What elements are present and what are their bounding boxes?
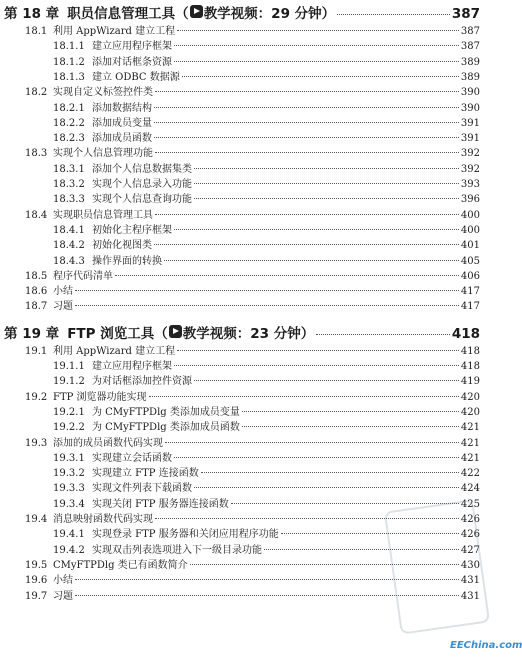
toc-section — [0, 388, 484, 403]
section-page: 417 — [460, 301, 480, 313]
section-title: 利用 AppWizard 建立工程 — [53, 26, 176, 37]
watermark-logo: EEChina.com — [450, 640, 522, 651]
section-number: 18.6 — [25, 286, 48, 298]
subsection-number: 18.3.2 — [53, 179, 85, 190]
subsection-title: 为 CMyFTPDlg 类添加成员函数 — [92, 422, 240, 434]
toc-subsection — [0, 403, 484, 418]
subsection-number: 19.2.2 — [53, 422, 85, 434]
section-number: 19.7 — [25, 590, 48, 602]
dot-leader — [177, 350, 459, 351]
section-number: 19.3 — [25, 437, 48, 449]
subsection-page: 391 — [460, 117, 480, 129]
dot-leader — [164, 260, 459, 261]
subsection-number: 19.3.2 — [53, 468, 85, 480]
dot-leader — [75, 290, 459, 291]
toc-subsection — [0, 37, 484, 52]
subsection-number: 19.4.1 — [53, 529, 85, 541]
toc-subsection — [0, 418, 484, 433]
subsection-title: 添加成员变量 — [92, 117, 152, 129]
dot-leader — [155, 214, 459, 215]
subsection-title: 实现双击列表选项进入下一级目录功能 — [92, 544, 262, 556]
section-page: 390 — [460, 87, 480, 99]
dot-leader — [242, 411, 459, 412]
video-icon — [169, 325, 182, 338]
subsection-title: 添加对话框条资源 — [92, 56, 172, 68]
section-page: 417 — [460, 286, 480, 298]
toc-subsection — [0, 68, 484, 83]
subsection-page: 421 — [460, 422, 480, 434]
subsection-page: 393 — [460, 179, 480, 190]
subsection-page: 420 — [460, 406, 480, 418]
toc-subsection — [0, 357, 484, 372]
subsection-title: 操作界面的转换 — [92, 255, 162, 267]
toc-section — [0, 206, 484, 221]
section-number: 19.2 — [25, 391, 48, 403]
subsection-page: 400 — [460, 224, 480, 236]
dot-leader — [75, 305, 459, 306]
chapter-heading — [0, 322, 484, 342]
chapter-heading — [0, 2, 484, 22]
dot-leader — [149, 396, 459, 397]
dot-leader — [194, 487, 459, 488]
subsection-page: 418 — [460, 361, 480, 372]
toc-section — [0, 267, 484, 282]
section-title: 实现职员信息管理工具 — [53, 209, 153, 221]
dot-leader — [242, 426, 459, 427]
section-number: 18.5 — [25, 270, 48, 282]
dot-leader — [194, 168, 459, 169]
subsection-number: 18.2.1 — [53, 102, 85, 114]
chapter-page: 387 — [451, 6, 480, 22]
section-title: FTP 浏览器功能实现 — [53, 391, 147, 403]
subsection-title: 为 CMyFTPDlg 类添加成员变量 — [92, 406, 240, 418]
subsection-number: 18.4.1 — [53, 224, 85, 236]
section-title: 实现个人信息管理功能 — [53, 148, 153, 160]
dot-leader — [231, 503, 459, 504]
dot-leader — [194, 198, 459, 199]
subsection-page: 389 — [460, 71, 480, 83]
toc-subsection — [0, 129, 484, 144]
chapter-page: 418 — [451, 325, 480, 342]
subsection-page: 391 — [460, 133, 480, 145]
dot-leader — [194, 380, 459, 381]
subsection-title: 实现个人信息录入功能 — [92, 179, 192, 190]
section-number: 18.2 — [25, 87, 48, 99]
toc-subsection — [0, 221, 484, 236]
dot-leader — [174, 229, 459, 230]
subsection-page: 422 — [460, 468, 480, 480]
section-page: 431 — [460, 575, 480, 587]
dot-leader — [182, 76, 459, 77]
subsection-page: 401 — [460, 240, 480, 252]
section-number: 19.1 — [25, 345, 48, 357]
subsection-number: 18.4.2 — [53, 240, 85, 252]
subsection-title: 实现个人信息查询功能 — [92, 194, 192, 206]
subsection-number: 19.1.1 — [53, 361, 85, 372]
subsection-page: 389 — [460, 56, 480, 68]
watermark-stamp — [384, 499, 490, 634]
dot-leader — [201, 472, 459, 473]
toc-subsection — [0, 114, 484, 129]
chapter-label: 第 19 章 — [4, 325, 60, 342]
dot-leader — [316, 334, 450, 335]
subsection-title: 实现登录 FTP 服务器和关闭应用程序功能 — [92, 529, 279, 541]
chapter-title: 职员信息管理工具（ — [67, 6, 189, 22]
dot-leader — [154, 244, 459, 245]
dot-leader — [194, 183, 459, 184]
subsection-number: 18.1.3 — [53, 71, 85, 83]
subsection-title: 添加成员函数 — [92, 133, 152, 145]
dot-leader — [174, 457, 459, 458]
section-page: 392 — [460, 148, 480, 160]
dot-leader — [177, 30, 459, 31]
toc-subsection — [0, 252, 484, 267]
section-title: 利用 AppWizard 建立工程 — [53, 345, 176, 357]
chapter-title: FTP 浏览工具（ — [67, 325, 168, 342]
section-title: 程序代码清单 — [53, 270, 113, 282]
toc-subsection — [0, 372, 484, 387]
subsection-page: 405 — [460, 255, 480, 267]
chapter-video-duration: 教学视频：23 分钟） — [182, 325, 315, 342]
toc-subsection — [0, 99, 484, 114]
toc-subsection — [0, 449, 484, 464]
toc-section — [0, 144, 484, 159]
subsection-number: 18.1.2 — [53, 56, 85, 68]
toc-subsection — [0, 236, 484, 251]
section-title: 实现自定义标签控件类 — [53, 87, 153, 99]
section-number: 18.7 — [25, 301, 48, 313]
section-page: 406 — [460, 270, 480, 282]
dot-leader — [174, 45, 459, 46]
video-icon — [190, 5, 203, 18]
section-title: CMyFTPDlg 类已有函数简介 — [53, 559, 188, 571]
subsection-number: 19.3.3 — [53, 483, 85, 495]
toc-section — [0, 342, 484, 357]
chapter-label: 第 18 章 — [4, 6, 60, 22]
subsection-number: 19.1.2 — [53, 376, 85, 388]
subsection-title: 实现关闭 FTP 服务器连接函数 — [92, 498, 229, 510]
dot-leader — [174, 365, 459, 366]
dot-leader — [174, 61, 459, 62]
section-number: 19.6 — [25, 575, 48, 587]
subsection-number: 19.3.4 — [53, 498, 85, 510]
toc-subsection — [0, 53, 484, 68]
toc-subsection — [0, 190, 484, 205]
subsection-page: 421 — [460, 452, 480, 464]
subsection-page: 419 — [460, 376, 480, 388]
subsection-title: 实现建立会话函数 — [92, 452, 172, 464]
subsection-number: 19.4.2 — [53, 544, 85, 556]
subsection-number: 18.1.1 — [53, 41, 85, 53]
section-number: 18.4 — [25, 209, 48, 221]
dot-leader — [154, 137, 459, 138]
section-title: 消息映射函数代码实现 — [53, 514, 153, 525]
subsection-title: 实现文件列表下载函数 — [92, 483, 192, 495]
subsection-number: 18.3.1 — [53, 163, 85, 175]
section-title: 添加的成员函数代码实现 — [53, 437, 163, 449]
subsection-page: 387 — [460, 41, 480, 53]
chapter-video-duration: 教学视频：29 分钟） — [203, 6, 336, 22]
subsection-page: 396 — [460, 194, 480, 206]
subsection-title: 初始化主程序框架 — [92, 224, 172, 236]
subsection-page: 425 — [460, 498, 480, 510]
subsection-number: 18.2.2 — [53, 117, 85, 129]
section-page: 421 — [460, 437, 480, 449]
section-number: 19.5 — [25, 559, 48, 571]
subsection-number: 19.2.1 — [53, 406, 85, 418]
section-title: 小结 — [53, 575, 73, 587]
dot-leader — [165, 442, 459, 443]
section-page: 430 — [460, 559, 480, 571]
section-number: 18.3 — [25, 148, 48, 160]
section-title: 小结 — [53, 286, 73, 298]
subsection-number: 18.4.3 — [53, 255, 85, 267]
subsection-title: 添加个人信息数据集类 — [92, 163, 192, 175]
section-page: 418 — [460, 345, 480, 357]
toc-subsection — [0, 464, 484, 479]
section-title: 习题 — [53, 590, 73, 602]
dot-leader — [115, 275, 459, 276]
subsection-number: 18.2.3 — [53, 133, 85, 145]
dot-leader — [154, 122, 459, 123]
toc-subsection — [0, 479, 484, 494]
subsection-page: 390 — [460, 102, 480, 114]
section-page: 431 — [460, 590, 480, 602]
toc-section — [0, 22, 484, 37]
subsection-title: 初始化视图类 — [92, 240, 152, 252]
subsection-page: 427 — [460, 544, 480, 556]
toc-subsection — [0, 160, 484, 175]
dot-leader — [154, 107, 459, 108]
subsection-page: 426 — [460, 529, 480, 541]
section-page: 400 — [460, 209, 480, 221]
toc-section — [0, 83, 484, 98]
subsection-title: 建立 ODBC 数据源 — [92, 71, 180, 83]
subsection-title: 建立应用程序框架 — [92, 41, 172, 53]
subsection-page: 392 — [460, 163, 480, 175]
toc-subsection — [0, 175, 484, 190]
toc-section — [0, 282, 484, 297]
section-number: 19.4 — [25, 514, 48, 525]
section-number: 18.1 — [25, 26, 48, 37]
subsection-title: 实现建立 FTP 连接函数 — [92, 468, 199, 480]
section-title: 习题 — [53, 301, 73, 313]
subsection-number: 18.3.3 — [53, 194, 85, 206]
subsection-page: 424 — [460, 483, 480, 495]
dot-leader — [155, 152, 459, 153]
dot-leader — [155, 91, 459, 92]
subsection-title: 建立应用程序框架 — [92, 361, 172, 372]
section-page: 420 — [460, 391, 480, 403]
section-page: 426 — [460, 514, 480, 525]
toc-section — [0, 434, 484, 449]
dot-leader — [337, 14, 450, 15]
section-page: 387 — [460, 26, 480, 37]
subsection-title: 添加数据结构 — [92, 102, 152, 114]
subsection-number: 19.3.1 — [53, 452, 85, 464]
subsection-title: 为对话框添加控件资源 — [92, 376, 192, 388]
toc-section — [0, 297, 484, 312]
